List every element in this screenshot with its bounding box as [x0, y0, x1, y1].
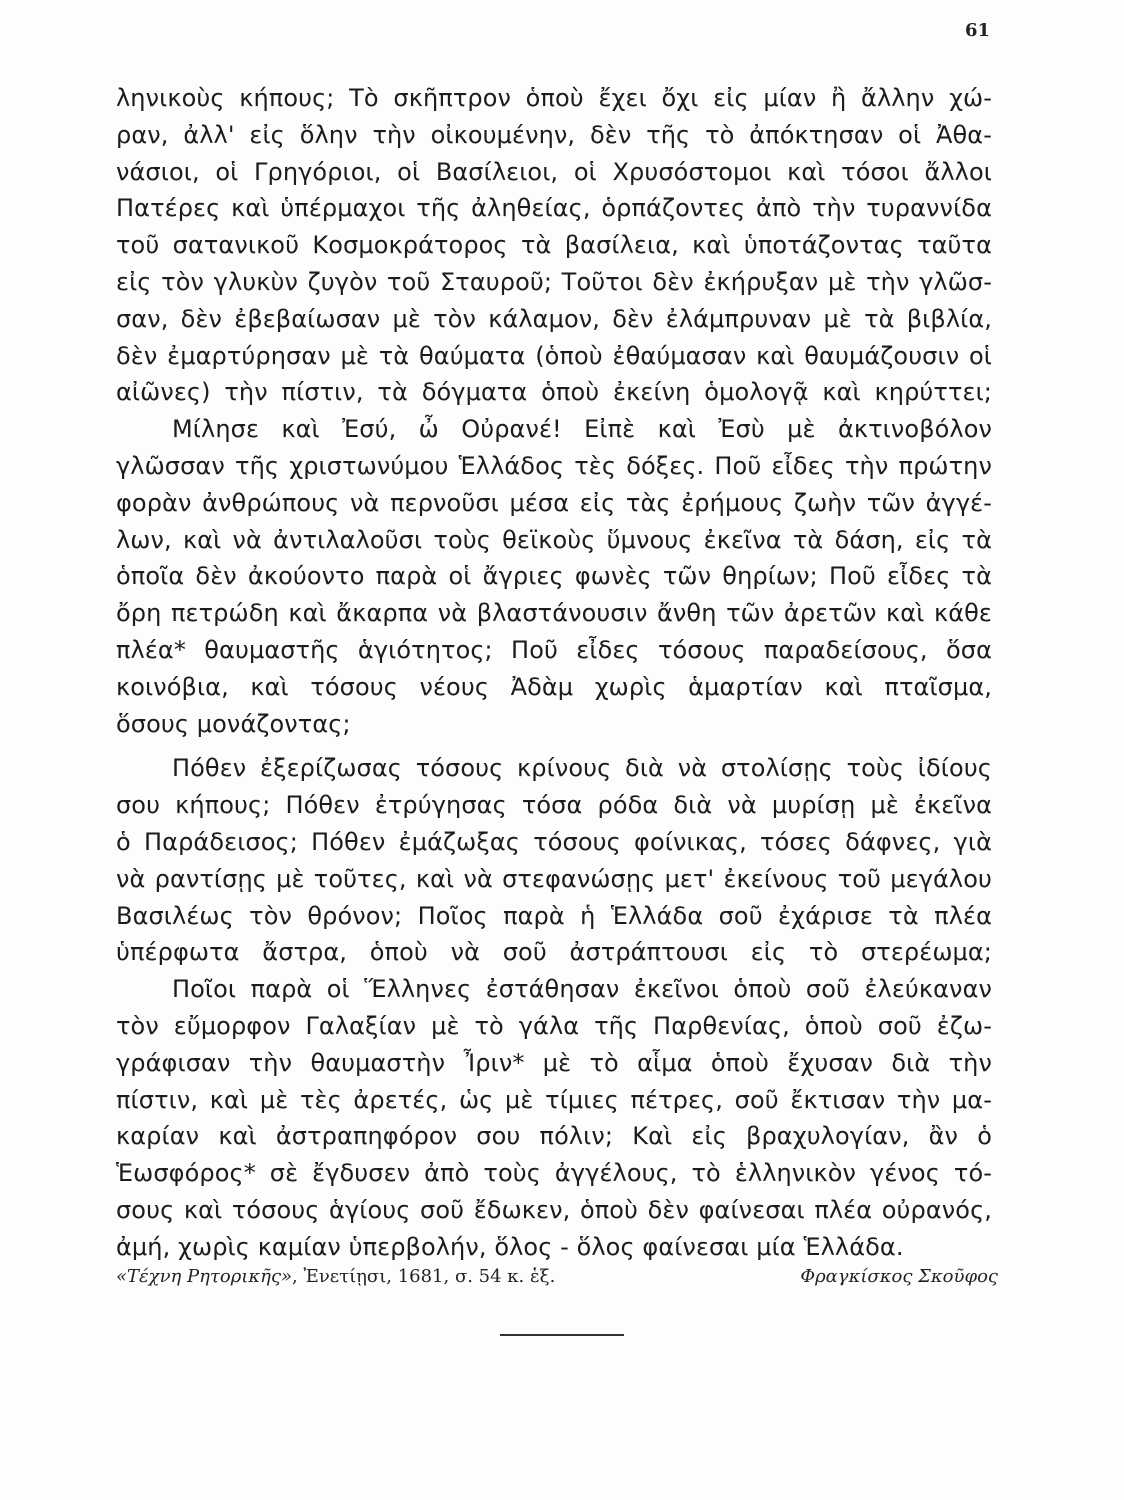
- text-line: ὁ Παράδεισος; Πόθεν ἐμάζωξας τόσους φοίνικας, τόσες δάφνες, γιὰ: [116, 827, 992, 856]
- section-divider: [500, 1334, 624, 1336]
- text-line: αἰῶνες) τὴν πίστιν, τὰ δόγματα ὁποὺ ἐκείνη ὁμολογᾷ καὶ κηρύττει;: [116, 378, 992, 407]
- text-line: σαν, δὲν ἐβεβαίωσαν μὲ τὸν κάλαμον, δὲν ἐλάμπρυναν μὲ τὰ βιβλία,: [116, 304, 992, 333]
- text-line: νὰ ραντίσῃς μὲ τοῦτες, καὶ νὰ στεφανώσῃς μετ' ἐκείνους τοῦ μεγάλου: [116, 864, 992, 893]
- text-line: σου κήπους; Πόθεν ἐτρύγησας τόσα ρόδα διὰ νὰ μυρίσῃ μὲ ἐκεῖνα: [116, 791, 992, 820]
- body-text: [116, 80, 992, 1266]
- text-line: ὅσους μονάζοντας;: [116, 709, 351, 738]
- text-line: ληνικοὺς κήπους; Τὸ σκῆπτρον ὁποὺ ἔχει ὄχι εἰς μίαν ἢ ἄλλην χώ-: [116, 84, 992, 112]
- citation-details: , Ἐνετίῃσι, 1681, σ. 54 κ. ἑξ.: [292, 1266, 556, 1287]
- page-number: 61: [964, 20, 990, 41]
- text-line: πίστιν, καὶ μὲ τὲς ἀρετές, ὡς μὲ τίμιες πέτρες, σοῦ ἔκτισαν τὴν μα-: [116, 1085, 992, 1114]
- text-line: σους καὶ τόσους ἁγίους σοῦ ἔδωκεν, ὁποὺ δὲν φαίνεσαι πλέα οὐρανός,: [116, 1195, 992, 1224]
- text-line: Πόθεν ἐξερίζωσας τόσους κρίνους διὰ νὰ στολίσῃς τοὺς ἰδίους: [172, 754, 992, 783]
- text-line: γλῶσσαν τῆς χριστωνύμου Ἑλλάδος τὲς δόξες. Ποῦ εἶδες τὴν πρώτην: [116, 451, 992, 480]
- citation-author: Φραγκίσκος Σκοῦφος: [800, 1266, 998, 1287]
- citation-work: «Τέχνη Ρητορικῆς»: [116, 1266, 293, 1287]
- text-line: ἀμή, χωρὶς καμίαν ὑπερβολήν, ὅλος - ὅλος φαίνεσαι μία Ἑλλάδα.: [116, 1232, 904, 1261]
- text-line: Ποῖοι παρὰ οἱ Ἕλληνες ἐστάθησαν ἐκεῖνοι ὁποὺ σοῦ ἐλεύκαναν: [172, 975, 992, 1004]
- text-line: Πατέρες καὶ ὑπέρμαχοι τῆς ἀληθείας, ὁρπάζοντες ἀπὸ τὴν τυραννίδα: [116, 194, 992, 223]
- citation-source: [116, 1266, 555, 1287]
- text-line: Βασιλέως τὸν θρόνον; Ποῖος παρὰ ἡ Ἑλλάδα σοῦ ἐχάρισε τὰ πλέα: [116, 901, 992, 930]
- text-line: δὲν ἐμαρτύρησαν μὲ τὰ θαύματα (ὁποὺ ἐθαύμασαν καὶ θαυμάζουσιν οἱ: [116, 341, 992, 370]
- paragraph-4: [116, 971, 992, 1265]
- text-line: γράφισαν τὴν θαυμαστὴν Ἶριν* μὲ τὸ αἷμα ὁποὺ ἔχυσαν διὰ τὴν: [116, 1048, 992, 1077]
- paragraph-3: [116, 750, 992, 971]
- paragraph-1: [116, 80, 992, 411]
- text-line: ὁποῖα δὲν ἀκούοντο παρὰ οἱ ἄγριες φωνὲς τῶν θηρίων; Ποῦ εἶδες τὰ: [116, 562, 992, 591]
- text-line: ραν, ἀλλ' εἰς ὅλην τὴν οἰκουμένην, δὲν τῆς τὸ ἀπόκτησαν οἱ Ἀθα-: [116, 120, 992, 149]
- text-line: εἰς τὸν γλυκὺν ζυγὸν τοῦ Σταυροῦ; Τοῦτοι δὲν ἐκήρυξαν μὲ τὴν γλῶσ-: [116, 267, 992, 296]
- text-line: τοῦ σατανικοῦ Κοσμοκράτορος τὰ βασίλεια, καὶ ὑποτάζοντας ταῦτα: [116, 231, 992, 260]
- text-line: καρίαν καὶ ἀστραπηφόρον σου πόλιν; Καὶ εἰς βραχυλογίαν, ἂν ὁ: [116, 1122, 992, 1151]
- text-line: νάσιοι, οἱ Γρηγόριοι, οἱ Βασίλειοι, οἱ Χρυσόστομοι καὶ τόσοι ἄλλοι: [116, 157, 992, 186]
- text-line: τὸν εὔμορφον Γαλαξίαν μὲ τὸ γάλα τῆς Παρθενίας, ὁποὺ σοῦ ἐζω-: [116, 1011, 992, 1040]
- citation: [116, 1266, 998, 1287]
- text-line: ὄρη πετρώδη καὶ ἄκαρπα νὰ βλαστάνουσιν ἄνθη τῶν ἀρετῶν καὶ κάθε: [116, 599, 992, 628]
- text-line: φορὰν ἀνθρώπους νὰ περνοῦσι μέσα εἰς τὰς ἐρήμους ζωὴν τῶν ἀγγέ-: [116, 488, 992, 517]
- text-line: Μίλησε καὶ Ἐσύ, ὦ Οὐρανέ! Εἰπὲ καὶ Ἐσὺ μὲ ἀκτινοβόλον: [172, 415, 992, 444]
- text-line: Ἑωσφόρος* σὲ ἔγδυσεν ἀπὸ τοὺς ἀγγέλους, τὸ ἑλληνικὸν γένος τό-: [116, 1159, 992, 1188]
- text-line: πλέα* θαυμαστῆς ἁγιότητος; Ποῦ εἶδες τόσους παραδείσους, ὅσα: [116, 635, 992, 664]
- text-line: λων, καὶ νὰ ἀντιλαλοῦσι τοὺς θεϊκοὺς ὕμνους ἐκεῖνα τὰ δάση, εἰς τὰ: [116, 525, 992, 554]
- text-line: ὑπέρφωτα ἄστρα, ὁποὺ νὰ σοῦ ἀστράπτουσι εἰς τὸ στερέωμα;: [116, 938, 992, 967]
- paragraph-2: [116, 411, 992, 742]
- text-line: κοινόβια, καὶ τόσους νέους Ἀδὰμ χωρὶς ἁμαρτίαν καὶ πταῖσμα,: [116, 672, 992, 701]
